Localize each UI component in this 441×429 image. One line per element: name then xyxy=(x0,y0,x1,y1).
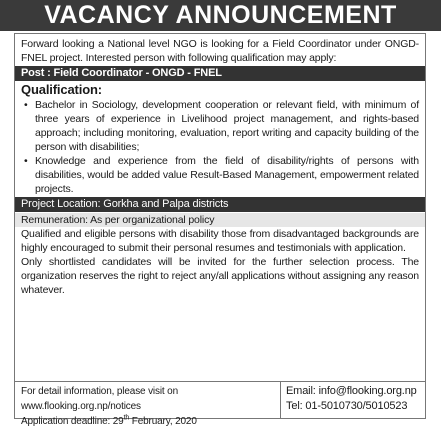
deadline-prefix: Application deadline: 29 xyxy=(21,416,124,427)
remuneration-bar: Remuneration: As per organizational policy xyxy=(15,213,425,227)
contact-phone: Tel: 01-5010730/5010523 xyxy=(286,400,408,412)
footer-contact xyxy=(281,382,425,418)
detail-info-text: For detail information, please visit on www.flooking.org.np/notices xyxy=(21,386,179,412)
selection-paragraph: Only shortlisted candidates will be invited for the further selection process. The organization reserves the right to reject any/all applications without assigning any reason whatever. xyxy=(21,256,419,296)
announcement-title: VACANCY ANNOUNCEMENT xyxy=(0,0,441,31)
bullet-icon: • xyxy=(24,99,28,111)
eligibility-paragraph: Qualified and eligible persons with disability those from disadvantaged backgrounds are highly encouraged to submit their personal resumes and testimonials with application. xyxy=(21,228,419,254)
contact-footer xyxy=(15,381,425,427)
intro-text: Forward looking a National level NGO is looking for a Field Coordinator under ONGD- FNEL project. Interested person with following qualification may apply: xyxy=(21,38,419,64)
qualification-text: Bachelor in Sociology, development cooperation or relevant field, with minimum of three years of experience in Livelihood project management, and rights-based approach; including monitoring, evaluation, report writing and capacity building of the person with disabilities; xyxy=(35,99,419,153)
qualification-list xyxy=(21,98,419,196)
qualification-text: Knowledge and experience from the field of disability/rights of persons with disabilities, would be added value Result-Based Management, empowerment related projects. xyxy=(35,155,419,195)
qualification-heading: Qualification: xyxy=(21,82,102,97)
deadline-ordinal: th xyxy=(123,414,130,422)
deadline-suffix: February, 2020 xyxy=(129,416,197,427)
contact-email: Email: info@flooking.org.np xyxy=(286,385,417,397)
post-title-bar: Post : Field Coordinator - ONGD - FNEL xyxy=(15,66,425,81)
bullet-icon: • xyxy=(24,155,28,167)
qualification-item xyxy=(24,154,419,196)
footer-info xyxy=(15,382,281,427)
announcement-body xyxy=(14,33,426,427)
project-location-bar: Project Location: Gorkha and Palpa districts xyxy=(15,197,425,212)
qualification-item xyxy=(24,98,419,154)
